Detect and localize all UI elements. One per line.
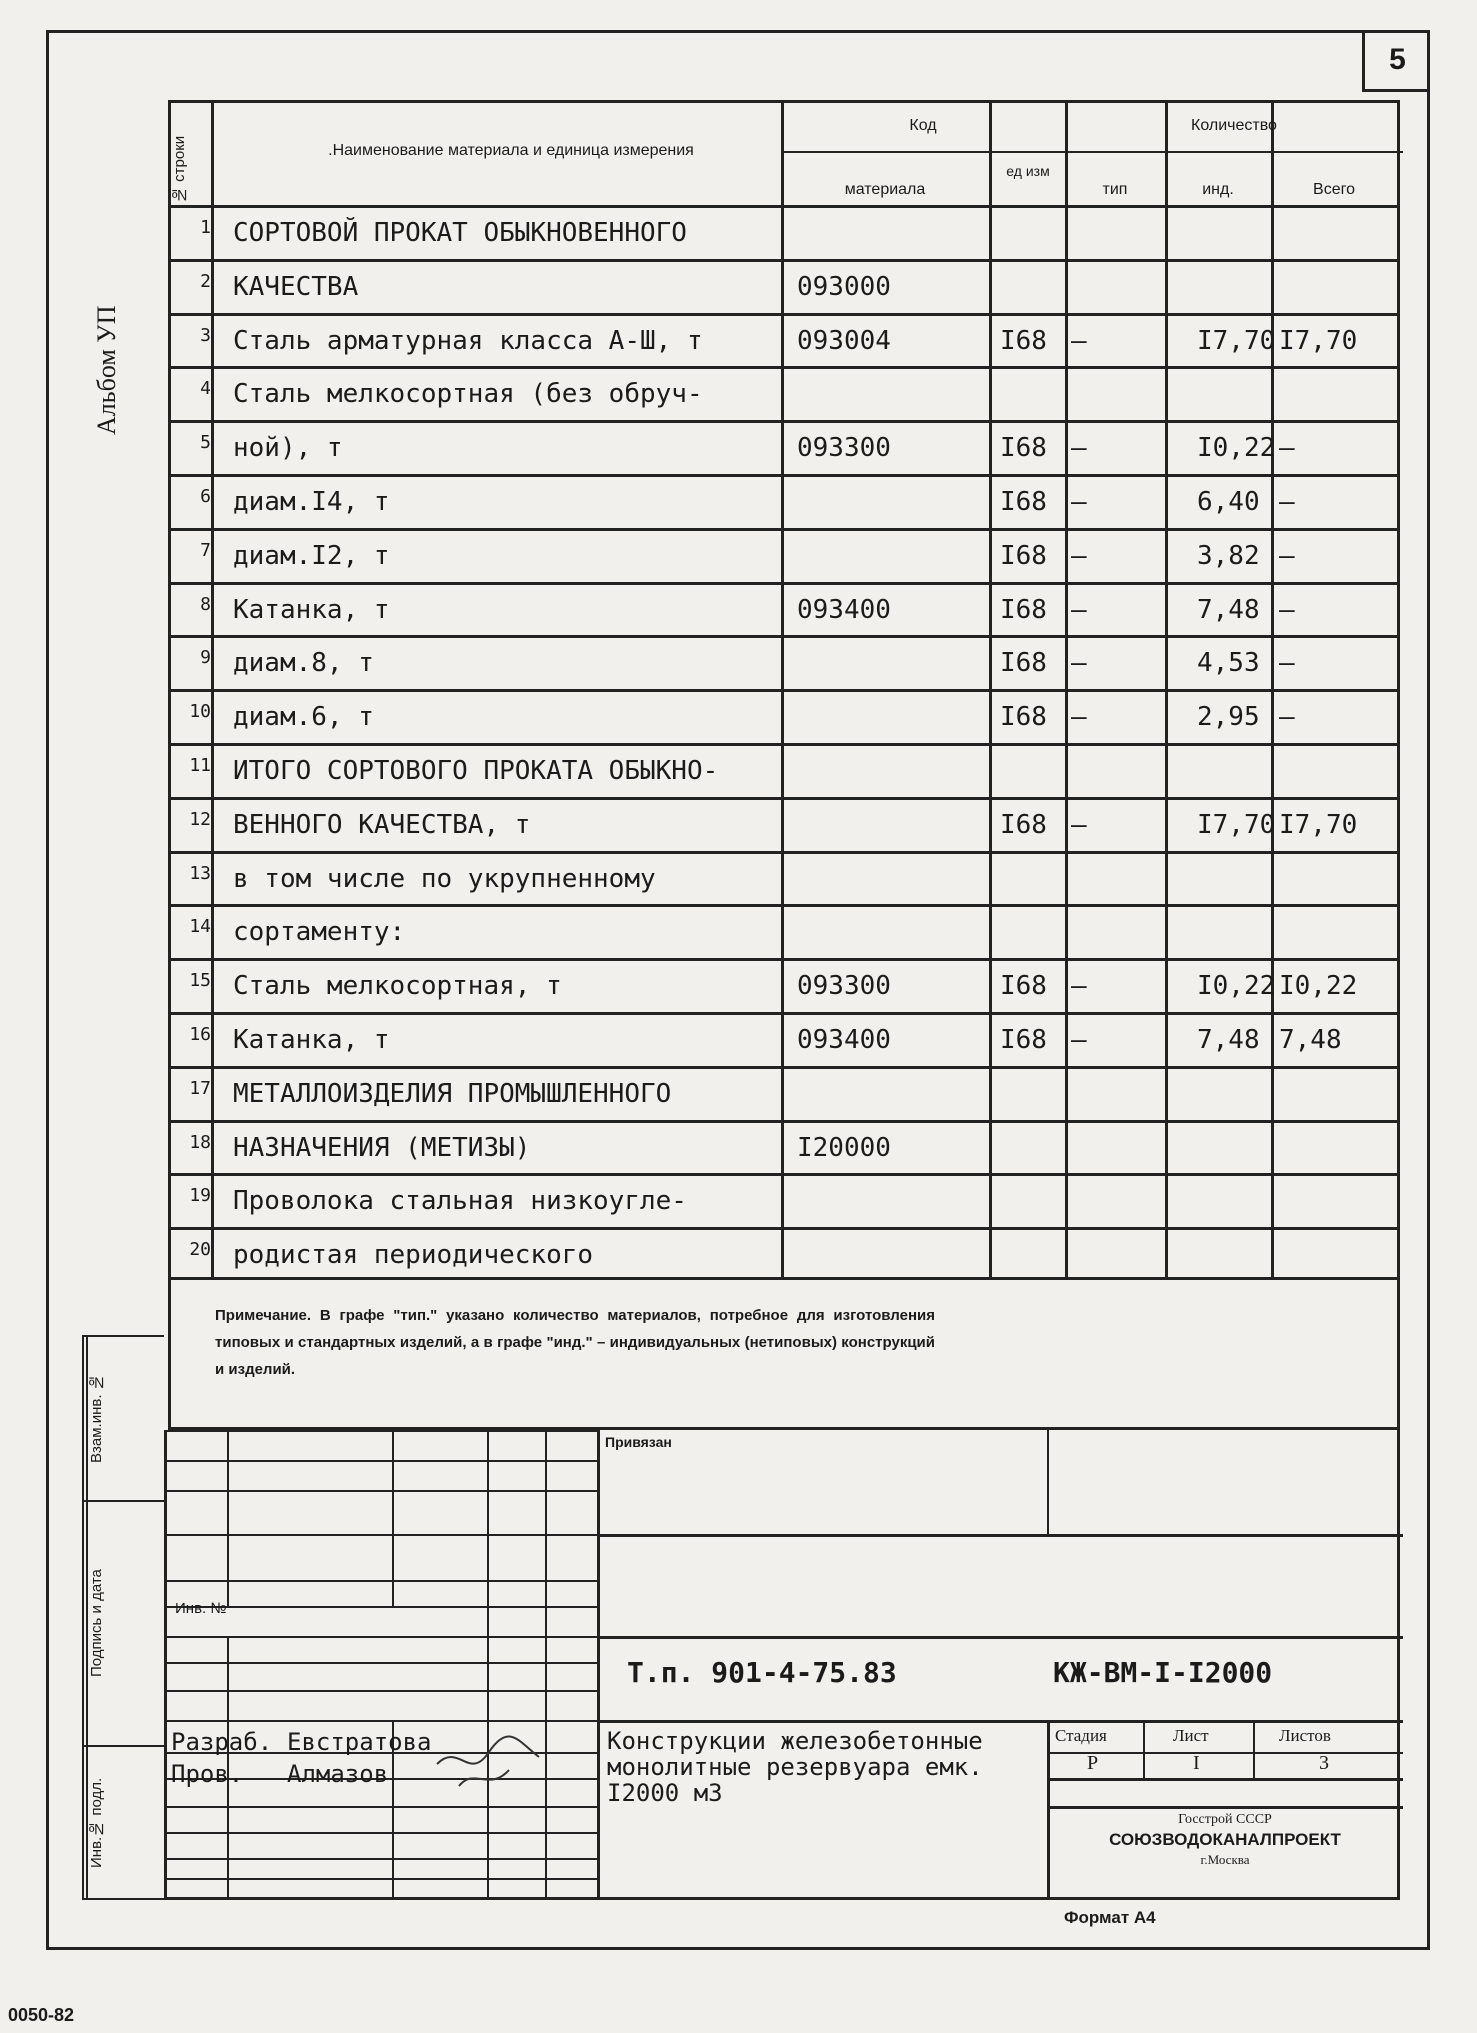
qty-ind: 7,48 [1197, 1025, 1260, 1055]
table-row [171, 474, 1397, 526]
qty-total: – [1279, 702, 1295, 733]
unit-code: I68 [1000, 702, 1047, 733]
qty-tip: – [1071, 487, 1087, 517]
note-box [168, 1280, 1400, 1430]
razrab-name: Евстратова [287, 1728, 432, 1756]
qty-tip: – [1071, 594, 1087, 625]
stadiya-value: Р [1087, 1752, 1099, 1774]
header-quantity: Количество [1191, 117, 1277, 134]
table-row [171, 797, 1397, 849]
unit-code: I68 [1000, 809, 1047, 840]
qty-total: 7,48 [1279, 1025, 1342, 1055]
inv-no-label: Инв. № [175, 1600, 227, 1617]
stamp-grid-line [227, 1430, 229, 1606]
material-name: сортаменту: [233, 917, 406, 948]
table-row [171, 689, 1397, 741]
stamp-hline [597, 1720, 1403, 1723]
material-name: в том числе по укрупненному [233, 863, 656, 894]
note-text: Примечание. В графе "тип." указано количество материалов, потребное для изготовления типовых и стандартных изделий, а в графе "инд." – индивидуальных (нетиповых) конструкций и изделий. [215, 1307, 935, 1378]
material-name: Проволока стальная низкоугле- [233, 1186, 687, 1217]
header-code-material: материала [844, 181, 926, 198]
row-number: 14 [189, 916, 211, 938]
unit-code: I68 [1000, 1025, 1047, 1055]
stamp-grid-line [167, 1430, 597, 1432]
row-number: 10 [189, 701, 211, 723]
material-name: МЕТАЛЛОИЗДЕЛИЯ ПРОМЫШЛЕННОГО [233, 1078, 672, 1109]
unit-code: I68 [1000, 487, 1047, 517]
org-line-3: г.Москва [1200, 1852, 1250, 1867]
qty-ind: 6,40 [1197, 487, 1260, 517]
material-code: 093000 [797, 271, 891, 302]
stamp-grid-line [167, 1490, 597, 1492]
stamp-divider [1143, 1720, 1145, 1778]
material-code: I20000 [797, 1132, 891, 1163]
signature-marks [429, 1722, 549, 1792]
page-number: 5 [1362, 30, 1430, 92]
qty-tip: – [1071, 325, 1087, 356]
row-number: 20 [189, 1239, 211, 1261]
table-row [171, 904, 1397, 956]
material-name: родистая периодического [233, 1240, 594, 1271]
stamp-grid-line [167, 1460, 597, 1462]
qty-ind: 2,95 [1197, 702, 1260, 733]
stamp-hline [1047, 1752, 1403, 1754]
stamp-grid-line [167, 1832, 597, 1834]
stamp-grid-line [545, 1430, 547, 1900]
qty-total: – [1279, 487, 1295, 517]
qty-total: I0,22 [1279, 971, 1358, 1002]
stamp-divider [1047, 1430, 1049, 1534]
qty-tip: – [1071, 433, 1087, 464]
stamp-grid-line [167, 1806, 597, 1808]
table-row [171, 1012, 1397, 1064]
footer-code: 0050-82 [8, 2005, 75, 2025]
qty-tip: – [1071, 971, 1087, 1002]
table-row [171, 259, 1397, 311]
material-name: ИТОГО СОРТОВОГО ПРОКАТА ОБЫКНО- [233, 756, 719, 786]
stamp-grid-line [167, 1878, 597, 1880]
privyazan-label: Привязан [605, 1434, 672, 1450]
row-number: 16 [189, 1024, 211, 1045]
unit-code: I68 [1000, 594, 1047, 625]
table-row [171, 313, 1397, 365]
stadiya-label: Стадия [1055, 1726, 1107, 1745]
table-row [171, 1173, 1397, 1225]
qty-total: – [1279, 648, 1295, 679]
row-number: 15 [189, 970, 211, 992]
header-subdivider [781, 151, 1403, 153]
stamp-grid-line [167, 1606, 597, 1608]
side-cell-inv [84, 1747, 164, 1898]
stamp-divider [597, 1430, 600, 1900]
header-row-no: № строки [171, 135, 188, 203]
stamp-divider [1047, 1720, 1050, 1900]
material-name: Катанка, т [233, 594, 390, 625]
row-number: 3 [200, 324, 211, 346]
material-name: Сталь арматурная класса А-Ш, т [233, 325, 703, 356]
qty-tip: – [1071, 702, 1087, 733]
side-label-podpis: Подпись и дата [86, 1502, 116, 1745]
material-name: КАЧЕСТВА [233, 271, 359, 302]
qty-total: I7,70 [1279, 325, 1358, 356]
unit-code: I68 [1000, 971, 1047, 1002]
prov-name: Алмазов [287, 1760, 389, 1788]
table-row [171, 1066, 1397, 1118]
unit-code: I68 [1000, 433, 1047, 464]
stamp-hline [597, 1534, 1403, 1537]
org-line-1: Госстрой СССР [1178, 1812, 1272, 1827]
row-number: 1 [200, 217, 211, 238]
qty-tip: – [1071, 1025, 1087, 1055]
stamp-grid-line [487, 1430, 489, 1900]
header-qty-tip: тип [1102, 181, 1128, 198]
org-line-2: СОЮЗВОДОКАНАЛПРОЕКТ [1109, 1830, 1341, 1849]
stamp-grid-line [167, 1858, 597, 1860]
material-name: диам.I2, т [233, 540, 390, 571]
unit-code: I68 [1000, 325, 1047, 356]
razrab-label: Разраб. [171, 1728, 273, 1756]
material-code: 093004 [797, 325, 891, 356]
material-name: ВЕННОГО КАЧЕСТВА, т [233, 809, 531, 840]
header-qty-total: Всего [1313, 181, 1355, 198]
stamp-grid-line [392, 1430, 394, 1606]
material-name: НАЗНАЧЕНИЯ (МЕТИЗЫ) [233, 1132, 531, 1163]
row-number: 13 [189, 862, 211, 884]
material-name: СОРТОВОЙ ПРОКАТ ОБЫКНОВЕННОГО [233, 218, 687, 248]
table-row [171, 1120, 1397, 1172]
table-row [171, 635, 1397, 687]
side-cell-vzam [84, 1337, 164, 1502]
stamp-grid-line [167, 1662, 597, 1664]
qty-total: – [1279, 540, 1295, 571]
stamp-grid-line [167, 1690, 597, 1692]
qty-ind: 3,82 [1197, 540, 1260, 571]
qty-ind: 4,53 [1197, 648, 1260, 679]
qty-ind: I0,22 [1197, 971, 1276, 1002]
side-cell-podpis [84, 1502, 164, 1747]
header-name: .Наименование материала и единица измерения [328, 142, 694, 159]
row-number: 11 [189, 755, 211, 776]
stamp-grid-line [167, 1580, 597, 1582]
qty-tip: – [1071, 648, 1087, 679]
unit-code: I68 [1000, 648, 1047, 679]
header-qty-ind: инд. [1202, 181, 1234, 198]
table-row [171, 1227, 1397, 1279]
stamp-hline [1047, 1778, 1403, 1781]
qty-tip: – [1071, 540, 1087, 571]
material-name: Сталь мелкосортная, т [233, 971, 562, 1002]
side-label-vzam: Взам.инв. № [86, 1337, 116, 1500]
drawing-title: Конструкции железобетонные монолитные резервуара емк. I2000 м3 [607, 1727, 983, 1807]
table-row [171, 366, 1397, 418]
listov-value: 3 [1319, 1752, 1329, 1774]
table-row [171, 851, 1397, 903]
prov-label: Пров. [171, 1760, 244, 1788]
row-number: 19 [189, 1185, 211, 1207]
row-number: 18 [189, 1131, 211, 1153]
material-code: 093300 [797, 433, 891, 464]
table-row [171, 528, 1397, 580]
material-code: 093400 [797, 1025, 891, 1055]
document-code: КЖ-ВМ-I-I2000 [1053, 1656, 1273, 1689]
row-number: 5 [200, 432, 211, 454]
row-number: 6 [200, 486, 211, 507]
side-label-inv: Инв.№ подл. [86, 1747, 116, 1898]
list-label: Лист [1173, 1726, 1209, 1745]
album-label: Альбом УП [92, 305, 121, 435]
side-strip [82, 1335, 164, 1900]
title-block [164, 1430, 1400, 1900]
row-number: 17 [189, 1077, 211, 1099]
qty-ind: I7,70 [1197, 325, 1276, 356]
qty-ind: I7,70 [1197, 809, 1276, 840]
material-name: Сталь мелкосортная (без обруч- [233, 379, 703, 410]
row-number: 8 [200, 593, 211, 615]
table-row [171, 420, 1397, 472]
material-name: диам.6, т [233, 702, 374, 733]
stamp-hline [1047, 1806, 1403, 1809]
material-code: 093300 [797, 971, 891, 1002]
stamp-divider [1253, 1720, 1255, 1778]
material-name: диам.8, т [233, 648, 374, 679]
qty-tip: – [1071, 809, 1087, 840]
qty-total: – [1279, 433, 1295, 464]
table-row [171, 743, 1397, 795]
qty-ind: 7,48 [1197, 594, 1260, 625]
table-row [171, 582, 1397, 634]
row-number: 4 [200, 378, 211, 400]
stamp-grid-line [167, 1636, 597, 1638]
stamp-hline [597, 1636, 1403, 1639]
list-value: I [1193, 1752, 1200, 1774]
table-row [171, 958, 1397, 1010]
row-number: 9 [200, 647, 211, 669]
unit-code: I68 [1000, 540, 1047, 571]
qty-ind: I0,22 [1197, 433, 1276, 464]
material-name: Катанка, т [233, 1025, 390, 1055]
qty-total: I7,70 [1279, 809, 1358, 840]
listov-label: Листов [1279, 1726, 1331, 1745]
stamp-grid-line [167, 1534, 597, 1536]
row-number: 2 [200, 270, 211, 292]
materials-table [168, 100, 1400, 1280]
row-number: 7 [200, 539, 211, 561]
material-name: диам.I4, т [233, 487, 390, 517]
material-code: 093400 [797, 594, 891, 625]
format-label: Формат А4 [1064, 1908, 1156, 1927]
header-code-unit: ед изм [1006, 163, 1050, 179]
qty-total: – [1279, 594, 1295, 625]
header-code: Код [909, 117, 937, 134]
project-number: Т.п. 901-4-75.83 [627, 1656, 897, 1689]
row-number: 12 [189, 808, 211, 830]
table-row [171, 205, 1397, 257]
material-name: ной), т [233, 433, 343, 464]
